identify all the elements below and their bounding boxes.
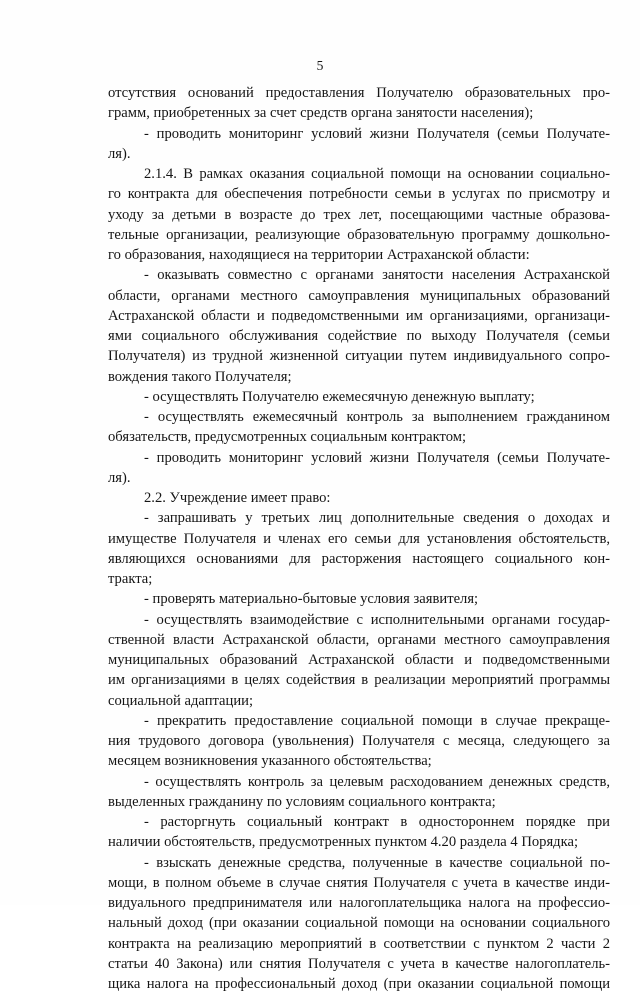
text-line: ля). — [108, 145, 131, 162]
text-line: - проводить мониторинг условий жизни Получателя (семьи Получате- — [144, 125, 610, 142]
text-line: - проверять материально-бытовые условия заявителя; — [144, 591, 479, 608]
text-line: тракта; — [108, 571, 153, 587]
body-text — [108, 83, 610, 994]
text-line: грамм, приобретенных за счет средств органа занятости населения); — [108, 105, 534, 122]
text-line: являющихся основаниями для расторжения настоящего социального кон- — [108, 550, 610, 567]
text-line: - запрашивать у третьих лиц дополнительные сведения о доходах и — [144, 510, 610, 527]
text-line: - прекратить предоставление социальной помощи в случае прекраще- — [144, 712, 610, 729]
text-line: - взыскать денежные средства, полученные в качестве социальной по- — [144, 854, 610, 871]
text-line: 2.1.4. В рамках оказания социальной помощи на основании социально- — [144, 166, 610, 182]
text-line: Получателя) из трудной жизненной ситуации путем индивидуального сопро- — [108, 348, 610, 365]
text-line: социальной адаптации; — [108, 692, 254, 709]
text-line: нальный доход (при оказании социальной помощи на основании социального — [108, 915, 610, 932]
text-line: ния трудового договора (увольнения) Получателя с месяца, следующего за — [108, 733, 610, 749]
text-line: муниципальных образований Астраханской области и подведомственными — [108, 652, 610, 668]
text-line: - осуществлять ежемесячный контроль за выполнением гражданином — [144, 409, 610, 425]
text-line: Астраханской области и подведомственными им организациями, организаци- — [108, 307, 610, 324]
text-line: тельные организации, реализующие образовательную программу дошкольно- — [108, 226, 610, 243]
text-line: 2.2. Учреждение имеет право: — [144, 490, 331, 506]
text-line: имуществе Получателя и членах его семьи для установления обстоятельств, — [108, 530, 610, 547]
text-line: ля). — [108, 469, 131, 486]
text-line: им организациями в целях содействия в реализации мероприятий программы — [108, 672, 610, 689]
text-line: уходу за детьми в возрасте до трех лет, посещающими частные образова- — [108, 206, 610, 223]
text-line: месяцем возникновения указанного обстоятельства; — [108, 753, 432, 770]
text-line: отсутствия оснований предоставления Получателю образовательных про- — [108, 85, 610, 101]
text-line: обязательств, предусмотренных социальным контрактом; — [108, 429, 467, 446]
text-line: наличии обстоятельств, предусмотренных пунктом 4.20 раздела 4 Порядка; — [108, 834, 578, 851]
page-number: 5 — [316, 58, 324, 73]
text-line: го контракта для обеспечения потребности семьи в услугах по присмотру и — [108, 186, 610, 203]
text-line: вождения такого Получателя; — [108, 368, 292, 385]
text-line: ями социального обслуживания содействие по выходу Получателя (семьи — [108, 328, 610, 344]
text-line: - осуществлять Получателю ежемесячную денежную выплату; — [144, 388, 535, 405]
text-line: - осуществлять контроль за целевым расходованием денежных средств, — [144, 773, 610, 790]
text-line: мощи, в полном объеме в случае снятия Получателя с учета в качестве инди- — [108, 874, 610, 891]
text-line: - оказывать совместно с органами занятости населения Астраханской — [144, 267, 610, 284]
text-line: статьи 40 Закона) или снятия Получателя с учета в качестве налогоплатель- — [108, 955, 610, 972]
text-line: - проводить мониторинг условий жизни Получателя (семьи Получате- — [144, 449, 610, 466]
text-line: видуального предпринимателя или налогоплательщика налога на профессио- — [108, 895, 610, 911]
text-line: выделенных гражданину по условиям социального контракта; — [108, 793, 496, 810]
text-line: - осуществлять взаимодействие с исполнительными органами государ- — [144, 611, 610, 628]
text-line: - расторгнуть социальный контракт в одностороннем порядке при — [144, 814, 610, 830]
text-line: ственной власти Астраханской области, органами местного самоуправления — [108, 631, 610, 648]
text-line: контракта на реализацию мероприятий в соответствии с пунктом 2 части 2 — [108, 935, 610, 952]
text-line: щика налога на профессиональный доход (при оказании социальной помощи — [108, 976, 610, 992]
text-line: области, органами местного самоуправления муниципальных образований — [108, 287, 610, 304]
text-line: го образования, находящиеся на территории Астраханской области: — [108, 247, 530, 263]
